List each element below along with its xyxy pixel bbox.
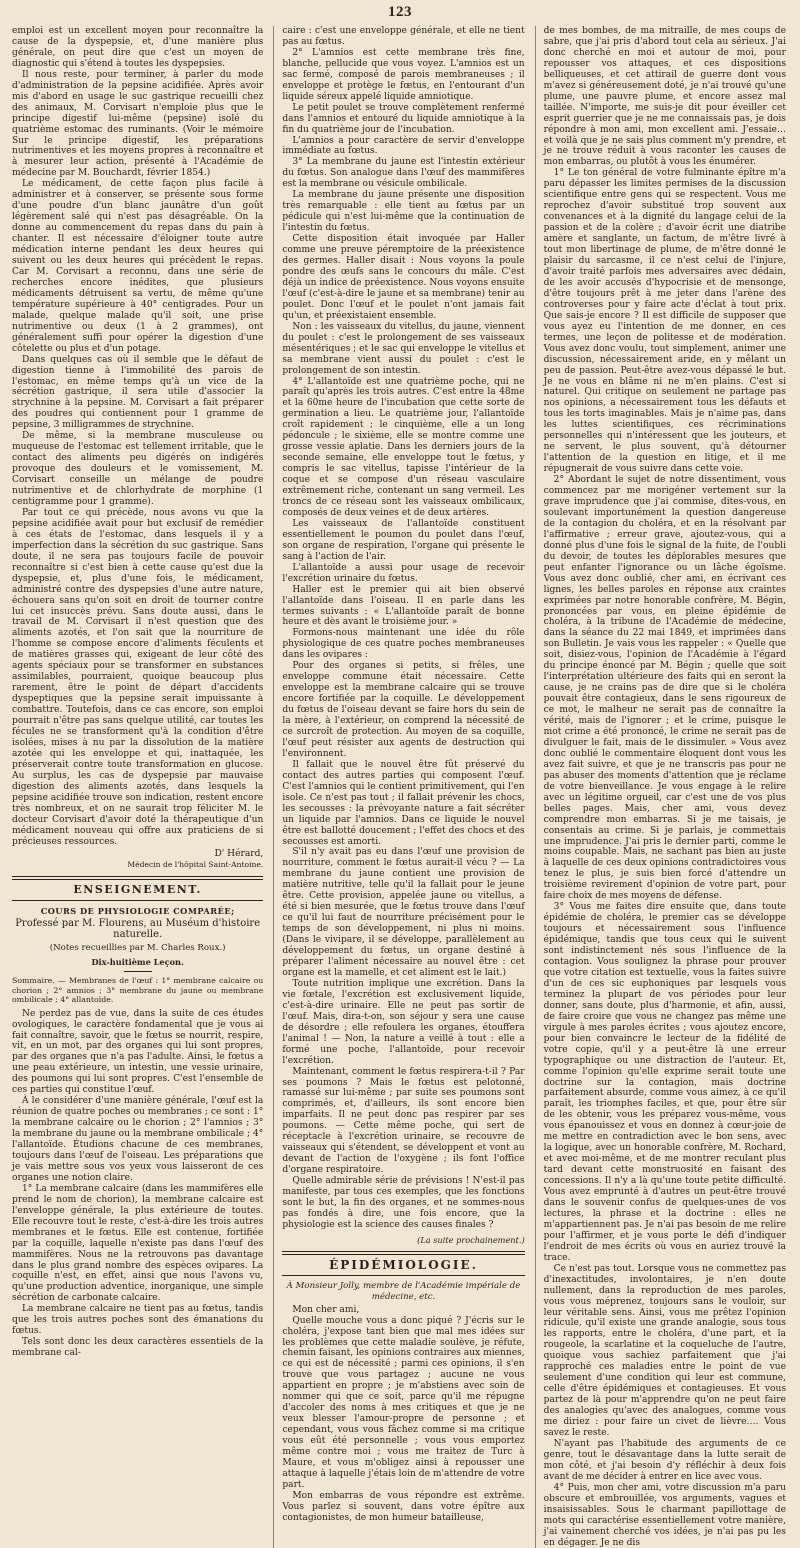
paragraph: 3° Vous me faites dire ensuite que, dans toute épidémie de choléra, le premier cas se développe toujours et nécessairement sous l'influence épidémique, tandis que tous ceux qui le suivent sont indistinctement nés sous l'influence de la contagion. Vous soulignez la phrase pour prouver que votre citation est textuelle, vous la faites suivre d'un de ces sic euphoniques par lesquels vous terminez la plupart de vos périodes pour leur donner, sans doute, plus d'harmonie, et afin, aussi, de faire croire que vous ne changez pas même une virgule à mes paroles écrites ; vous ajoutez encore, pour bien convaincre le lecteur de la fidélité de votre copie, qu'il y a peut-être là une erreur typographique ou une distraction de l'auteur. Et, comme l'opinion qu'elle exprime serait toute une doctrine sur la contagion, mais doctrine parfaitement absurde, comme vous aimez, à ce qu'il paraît, les triomphes faciles, et que, pour être sûr de les obtenir, vous les préparez vous-même, vous vous épanouissez et vous en donnez à cœur-joie de me mettre en contradiction avec le bon sens, avec la logique, avec un honorable confrère, M. Rochard, et avec moi-même, et de me montrer reculant plus tard devant cette monstruosité en faisant des concessions. Il n'y a là qu'une toute petite difficulté. Vous avez emprunté à d'autres un peut-être trouvé dans le souvenir confus de quelques-unes de vos lectures, la phrase et la doctrine : elles ne m'appartiennent pas. Je n'ai pas besoin de me relire pour l'affirmer, et je vous porte le défi d'indiquer l'endroit de mes écrits où vous en auriez trouvé la trace. bbox=[543, 902, 786, 1263]
paragraph: Le petit poulet se trouve complètement renfermé dans l'amnios et entouré du liquide amniotique à la fin du quatrième jour de l'incubation. bbox=[282, 102, 525, 135]
section-divider bbox=[12, 876, 263, 877]
page-number: 123 bbox=[388, 4, 412, 20]
paragraph: Il fallait que le nouvel être fût préservé du contact des autres parties qui composent l'œuf. C'est l'amnios qui le contient primitivement, qui l'en isole. Ce n'est pas tout ; il fallait prévenir les chocs, les secousses : la prévoyante nature a fait sécréter un liquide par l'amnios. Dans ce liquide le nouvel être est ballotté doucement ; l'effet des chocs et des secousses est amorti. bbox=[282, 759, 525, 847]
paragraph: Pour des organes si petits, si frêles, une enveloppe commune était nécessaire. Cette enveloppe est la membrane calcaire qui se trouve encore fortifiée par la coquille. Le développement du fœtus de l'oiseau devant se faire hors du sein de la mère, à l'extérieur, on comprend la nécessité de ce surcroît de protection. Au moyen de sa coquille, l'œuf peut résister aux agents de destruction qui l'environnent. bbox=[282, 661, 525, 759]
paragraph: Ne perdez pas de vue, dans la suite de ces études ovologiques, le caractère fondamental que je vous ai fait connaître, savoir, que le fœtus se nourrit, respire, vit, en un mot, par des organes qui lui sont propres, par des organes que n'a pas l'adulte. Ainsi, le fœtus a une peau extérieure, un intestin, une vessie urinaire, des poumons qui lui sont propres. C'est l'ensemble de ces parties qui constitue l'œuf. bbox=[12, 1008, 264, 1096]
paragraph: 1° Le ton général de votre fulminante épître m'a paru dépasser les limites permises de la discussion scientifique entre gens qui se respectent. Vous me reprochez d'avoir substitué trop souvent aux convenances et à la dignité du langage celui de la passion et de la colère ; d'avoir écrit une diatribe amère et sanglante, un factum, de m'être livré à tout mon libertinage de plume, de m'être donné le plaisir du sarcasme, il ce n'est celui de l'injure, d'avoir traité parfois mes adversaires avec dédain, de les avoir accusés d'hypocrisie et de mensonge, d'être toujours prêt à me jeter dans l'arène des controverses pour y faire acte d'éclat à tout prix. Que sais-je encore ? Il est difficile de supposer que vous ayez eu l'intention de me donner, en ces termes, une leçon de politesse et de modération. Vous avez donc voulu, tout simplement, animer une discussion, nécessairement aride, en y mêlant un peu de passion. Peut-être avez-vous dépassé le but. Je ne vous en blâme ni ne m'en plains. C'est si naturel. Qui critique on seulement ne partage pas nos opinions, a nécessairement tous les défauts et tous les torts imaginables. Mais je n'aime pas, dans les luttes scientifiques, ces récriminations personnelles qui n'intéressent que les jouteurs, et ne servent, le plus souvent, qu'à détourner l'attention de la question en litige, et il me répugnerait de vous suivre dans cette voie. bbox=[543, 168, 786, 475]
paragraph: L'amnios a pour caractère de servir d'enveloppe immédiate au fœtus. bbox=[282, 135, 525, 157]
section-title: ENSEIGNEMENT. bbox=[73, 883, 202, 897]
paragraph: À le considérer d'une manière générale, l'œuf est la réunion de quatre poches ou membranes ; ce sont : 1° la membrane calcaire ou le chorion ; 2° l'amnios ; 3° la membrane du jaune ou la membrane ombilicale ; 4° l'allantoïde. Étudions chacune de ces membranes, toujours dans l'œuf de l'oiseau. Les préparations que je vais mettre sous vos yeux vous laisseront de ces organes une notion claire. bbox=[12, 1096, 264, 1183]
paragraph: De même, si la membrane musculeuse ou muqueuse de l'estomac est tellement irritable, que le contact des aliments peu digérés on indigérés provoque des douleurs et le vomissement, M. Corvisart conseille un mélange de poudre nutrimentive et de chlorhydrate de morphine (1 centigramme pour 1 gramme). bbox=[12, 431, 264, 507]
section-divider-thin bbox=[12, 879, 263, 880]
paragraph: Ce n'est pas tout. Lorsque vous ne commettez pas d'inexactitudes, involontaires, je n'en doute nullement, dans la reproduction de mes paroles, vous vous méprenez, toujours sans le vouloir, sur leur véritable sens. Ainsi, vous me prêtez l'opinion ridicule, qu'il existe une grande analogie, sous tous les rapports, entre le choléra, d'une part, et la rougeole, la scarlatine et la coqueluche de l'autre, quoique vous sachiez parfaitement que j'ai rapproché ces maladies entre le point de vue seulement d'une condition qui leur est commune, celle d'être épidémiques et contagieuses. Et vous partez de là pour m'apprendre qu'on ne peut faire des analogies qu'avec des analogues, comme vous me diriez : pour faire un civet de lièvre…. Vous savez le reste. bbox=[543, 1263, 786, 1438]
lesson-summary: Sommaire. — Membranes de l'œuf : 1° membrane calcaire ou chorion ; 2° amnios ; 3° membrane du jaune ou membrane ombilicale ; 4° allantoïde. bbox=[12, 976, 264, 1005]
paragraph: La membrane du jaune présente une disposition très remarquable : elle tient au fœtus par un pédicule qui n'est lui-même que la continuation de l'intestin du fœtus. bbox=[282, 190, 525, 234]
paragraph: N'ayant pas l'habitude des arguments de ce genre, tout le désavantage dans la lutte serait de mon côté, et j'ai besoin d'y réfléchir à deux fois avant de me décider à entrer en lice avec vous. bbox=[543, 1438, 786, 1482]
three-column-layout bbox=[12, 26, 786, 1548]
paragraph: Les vaisseaux de l'allantoïde constituent essentiellement le poumon du poulet dans l'œuf, son organe de respiration, l'organe qui présente le sang à l'action de l'air. bbox=[282, 518, 525, 562]
continued-note: (La suite prochainement.) bbox=[417, 1234, 525, 1245]
paragraph: Formons-nous maintenant une idée du rôle physiologique de ces quatre poches membraneuses dans les ovipares : bbox=[282, 628, 525, 661]
paragraph: Quelle mouche vous a donc piqué ? J'écris sur le choléra, j'expose tant bien que mal mes idées sur les problèmes que cette maladie soulève, je réfute, chemin faisant, les opinions contraires aux miennes, ce qui est de nécessité ; parmi ces opinions, il s'en trouve que vous partagez ; aucune ne vous appartient en propre ; je m'abstiens avec soin de nommer qui que ce soit, parce qu'il me répugne d'accoler des noms à mes critiques et que je ne veux blesser l'amour-propre de personne ; et cependant, vous vous fâchez comme si ma critique vous eût été personnelle ; vous vous emportez même contre moi ; vous me traitez de Turc à Maure, et vous m'obligez ainsi à repousser une attaque à laquelle j'étais loin de m'attendre de votre part. bbox=[282, 1315, 525, 1490]
paragraph: Il nous reste, pour terminer, à parler du mode d'administration de la pepsine acidifiée. Après avoir mis d'abord en usage le suc gastrique recueilli chez des animaux, M. Corvisart n'emploie plus que le principe digestif lui-même (pepsine) isolé du quatrième estomac des ruminants. (Voir le mémoire Sur le principe digestif, les préparations nutrimentives et les moyens propres à reconnaître et à mesurer leur action, présenté à l'Académie de médecine par M. Bouchardt, février 1854.) bbox=[12, 69, 264, 179]
paragraph: Non : les vaisseaux du vitellus, du jaune, viennent du poulet : c'est le prolongement de ses vaisseaux mésentériques ; et le sac qui enveloppe le vitellus et sa membrane vient aussi du poulet : c'est le prolongement de son intestin. bbox=[282, 321, 525, 376]
paragraph: Haller est le premier qui ait bien observé l'allantoïde dans l'oiseau. Il en parle dans les termes suivants : « L'allantoïde paraît de bonne heure et dès avant le troisième jour. » bbox=[282, 584, 525, 628]
paragraph: Cette disposition était invoquée par Haller comme une preuve péremptoire de la préexistence des germes. Haller disait : Nous voyons la poule pondre des œufs sans le concours du mâle. C'est déjà un indice de préexistence. Nous voyons ensuite l'œuf (c'est-à-dire le jaune et sa membrane) tenir au poulet. Donc l'œuf et le poulet n'ont jamais fait qu'un, et préexistaient ensemble. bbox=[282, 234, 525, 321]
author-signature: D' Hérard, bbox=[214, 849, 264, 860]
paragraph: emploi est un excellent moyen pour reconnaître la cause de la dyspepsie, et, d'une manière plus générale, on peut dire que c'est un moyen de diagnostic qui s'étend à toutes les dyspepsies. bbox=[12, 26, 264, 69]
lesson-divider bbox=[124, 971, 152, 972]
paragraph: 4° Puis, mon cher ami, votre discussion m'a paru obscure et embrouillée, vos arguments, vagues et insaisissables. Sous le charmant papillottage de mots qui caractérise essentiellement votre manière, j'ai vainement cherché vos idées, je n'ai pas pu les en dégager. Je ne dis bbox=[543, 1482, 786, 1548]
course-title: COURS DE PHYSIOLOGIE COMPARÉE; bbox=[40, 906, 235, 917]
paragraph: S'il n'y avait pas eu dans l'œuf une provision de nourriture, comment le fœtus aurait-il vécu ? — La membrane du jaune contient une provision de matière nutritive, telle qu'il la fallait pour le jeune être. Cette provision, appelée jaune ou vitellus, a été si bien mesurée, que le fœtus trouve dans l'œuf ce qu'il lui faut de nourriture précisément pour le temps de son développement, ni plus ni moins. (Dans le vivipare, il se développe, parallèlement au développement du fœtus, un organe destiné à préparer l'aliment nécessaire au nouvel être : cet organe est la mamelle, et cet aliment est le lait.) bbox=[282, 847, 525, 978]
paragraph: 2° L'amnios est cette membrane très fine, blanche, pellucide que vous voyez. L'amnios est un sac fermé, composé de parois membraneuses ; il enveloppe et protège le fœtus, en l'entourant d'un liquide séreux appelé liquide amniotique. bbox=[282, 47, 525, 102]
paragraph: Par tout ce qui précède, nous avons vu que la pepsine acidifiée avait pour but exclusif de remédier à ces états de l'estomac, dans lesquels il y a imperfection dans la sécrétion du suc gastrique. Sans doute, il ne sera pas toujours facile de pouvoir reconnaître si c'est bien à cette cause qu'est due la dyspepsie, et, plus d'une fois, le médicament, administré contre des dyspepsies d'une autre nature, échouera sans qu'on soit en droit de tourner contre lui cet insuccès prévu. Sans doute aussi, dans le travail de M. Corvisart il n'est question que des aliments azotés, et l'on sait que la nourriture de l'homme se compose encore d'aliments féculents et de matières grasses qui, exigeant de leur côté des agents spéciaux pour se transformer en substances assimilables, pourraient, quoique beaucoup plus rarement, être le point de départ d'accidents dyspeptiques que la pepsine serait impuissante à combattre. Toutefois, dans ce cas encore, son emploi pourrait n'être pas sans quelque utilité, car toutes les fécules ne se transforment qu'à la condition d'être isolées, mises à nu par la dissolution de la matière azotée qui les enveloppe et qui, inattaquée, les préserverait contre toute transformation en glucose. Au surplus, les cas de dyspepsie par mauvaise digestion des aliments azotés, dans lesquels la pepsine acidifiée trouve son indication, restent encore très nombreux, et on ne saurait trop féliciter M. le docteur Corvisart d'avoir doté la thérapeutique d'un médicament nouveau qui offre aux praticiens de si précieuses ressources. bbox=[12, 507, 264, 847]
author-role: Médecin de l'hôpital Saint-Antoine. bbox=[127, 860, 264, 870]
paragraph: Maintenant, comment le fœtus respirera-t-il ? Par ses poumons ? Mais le fœtus est pelotonné, ramassé sur lui-même ; par suite ses poumons sont comprimés, et, d'ailleurs, ils sont encore bien imparfaits. Il ne peut donc pas respirer par ses poumons. — Cette même poche, qui sert de réceptacle à l'excrétion urinaire, se recouvre de vaisseaux qui s'étendent, se développent et vont au devant de l'action de l'oxygène ; ils font l'office d'organe respiratoire. bbox=[282, 1066, 525, 1176]
column-1 bbox=[12, 26, 263, 1548]
paragraph: Dans quelques cas où il semble que le défaut de digestion tienne à l'immobilité des parois de l'estomac, en même temps qu'à un vice de la sécrétion gastrique, il sera utile d'associer la strychnine à la pepsine. M. Corvisart a fait préparer des poudres qui contiennent pour 1 gramme de pepsine, 3 milligrammes de strychnine. bbox=[12, 354, 264, 431]
title-underline bbox=[282, 1275, 524, 1276]
column-2 bbox=[273, 26, 524, 1548]
section-divider-thin bbox=[282, 1254, 524, 1255]
paragraph: 2° Abordant le sujet de notre dissentiment, vous commencez par me morigéner vertement sur la grave imprudence que j'ai commise, dites-vous, en soulevant importunément la question dangereuse de la contagion du choléra, et en la résolvant par l'affirmative ; erreur grave, ajoutez-vous, qui a donné plus d'une fois le signal de la fuite, de l'oubli du devoir, de toutes les déplorables mesures que peut enfanter l'ignorance ou un lâche égoïsme. Vous avez donc oublié, cher ami, en écrivant ces lignes, les belles paroles en réponse aux craintes exprimées par notre honorable confrère, M. Bégin, prononcées par vous, en pleine épidémie de choléra, à la tribune de l'Académie de médecine, dans la séance du 22 mai 1849, et imprimées dans son Bulletin. Je vais vous les rappeler : « Quelle que soit, disiez-vous, l'opinion de l'Académie à l'égard du principe énoncé par M. Bégin ; quelle que soit l'interprétation ultérieure des faits qui en seront la cause, je ne crains pas de dire que si le choléra pouvait être contagieux, dans le sens rigoureux de ce mot, le malheur ne serait pas de connaître la vérité, mais de l'ignorer ; et le crime, puisque le mot crime a été prononcé, le crime ne serait pas de divulguer le fait, mais de le dissimuler. » Vous avez donc oublié le commentaire éloquent dont vous les avez fait suivre, et que je ne transcris pas pour ne pas abuser des moments d'attention que je réclame de votre bienveillance. Je vous engage à le relire avec un légitime orgueil, car c'est une de vos plus belles pages. Mais, cher ami, vous devez comprendre mon embarras. Si je me taisais, je consentais au crime. Si je parlais, je commettais une imprudence. J'ai pris le dernier parti, comme le moins coupable. Mais, ne sachant pas bien au juste à laquelle de ces deux opinions contradictoires vous tenez le plus, je suis bien forcé d'attendre un troisième revirement d'opinion de votre part, pour faire choix de mes moyens de défense. bbox=[543, 475, 786, 902]
section-divider bbox=[282, 1251, 524, 1252]
letter-salutation: Mon cher ami, bbox=[292, 1304, 360, 1315]
paragraph: L'allantoïde a aussi pour usage de recevoir l'excrétion urinaire du fœtus. bbox=[282, 562, 525, 584]
paragraph: caire : c'est une enveloppe générale, et elle ne tient pas au fœtus. bbox=[282, 26, 525, 47]
section-title: ÉPIDÉMIOLOGIE. bbox=[329, 1257, 478, 1272]
column-3 bbox=[535, 26, 786, 1548]
paragraph: 1° La membrane calcaire (dans les mammifères elle prend le nom de chorion), la membrane calcaire est l'enveloppe générale, la plus extérieure de toutes. Elle recouvre tout le reste, c'est-à-dire les trois autres membranes et le fœtus. Elle est contenue, fortifiée par la coquille, laquelle n'existe pas dans l'œuf des mammifères. Nous ne la retrouvons pas davantage dans le plus grand nombre des espèces ovipares. La coquille n'est, en effet, ainsi que nous l'avons vu, qu'une production adventice, inorganique, une simple sécrétion de carbonate calcaire. bbox=[12, 1183, 264, 1304]
lesson-title: Dix-huitième Leçon. bbox=[91, 957, 184, 968]
paragraph: Le médicament, de cette façon plus facile à administrer et à conserver, se présente sous forme d'une poudre d'un blanc jaunâtre d'un goût légèrement salé qui n'est pas désagréable. On la donne au commencement du repas dans du pain à chanter. Il est nécessaire d'éloigner toute autre médication interne pendant les deux heures qui suivent ou les deux heures qui précèdent le repas. Car M. Corvisart a reconnu, dans une série de recherches encore inédites, que plusieurs médicaments détruisent sa vertu, de même qu'une température supérieure à 40° centigrades. Pour un malade, quelque malade qu'il soit, une prise nutrimentive ou deux (1 à 2 grammes), ont généralement suffi pour opérer la digestion d'une côtelette ou plus et d'un potage. bbox=[12, 179, 264, 354]
paragraph: Mon embarras de vous répondre est extrême. Vous parlez si souvent, dans votre épître aux contagionistes, de mon humeur batailleuse, bbox=[282, 1490, 525, 1523]
paragraph: 3° La membrane du jaune est l'intestin extérieur du fœtus. Son analogue dans l'œuf des mammifères est la membrane ou vésicule ombilicale. bbox=[282, 157, 525, 190]
paragraph: Tels sont donc les deux caractères essentiels de la membrane cal- bbox=[12, 1337, 264, 1359]
paragraph: La membrane calcaire ne tient pas au fœtus, tandis que les trois autres poches sont des émanations du fœtus. bbox=[12, 1304, 264, 1337]
paragraph: 4° L'allantoïde est une quatrième poche, qui ne paraît qu'après les trois autres. C'est entre la 48me et la 60me heure de l'incubation que cette sorte de germination a lieu. Le quatrième jour, l'allantoïde croît rapidement ; le cinquième, elle a un long pédoncule ; le sixième, elle se montre comme une grosse vessie aplatie. Dans les derniers jours de la seconde semaine, elle enveloppe tout le fœtus, y compris le sac vitellus, tapisse l'intérieur de la coque et se compose d'un réseau vasculaire extrêmement riche, contenant un sang vermeil. Les troncs de ce réseau sont les vaisseaux ombilicaux, composés de deux veines et de deux artères. bbox=[282, 376, 525, 518]
notes-credit: (Notes recueillies par M. Charles Roux.) bbox=[49, 943, 226, 954]
paragraph: Quelle admirable série de prévisions ! N'est-il pas manifeste, par tous ces exemples, que les fonctions sont le but, la fin des organes, et ne sommes-nous pas fondés à dire, une fois encore, que la physiologie est la science des causes finales ? bbox=[282, 1176, 525, 1230]
letter-address: À Monsieur Jolly, membre de l'Académie impériale de médecine, etc. bbox=[286, 1280, 521, 1302]
paragraph: Toute nutrition implique une excrétion. Dans la vie fœtale, l'excrétion est exclusivement liquide, c'est-à-dire urinaire. Elle ne peut pas sortir de l'œuf. Mais, dira-t-on, son séjour y sera une cause de désordre ; elle refoulera les organes, étouffera l'animal ! — Non, la nature a veillé à tout : elle a formé une poche, l'allantoïde, pour recevoir l'excrétion. bbox=[282, 978, 525, 1066]
title-underline bbox=[12, 900, 263, 901]
paragraph: de mes bombes, de ma mitraille, de mes coups de sabre, que j'ai pris d'abord tout cela au sérieux. J'ai donc cherché en moi et autour de moi, pour repousser vos attaques, et ces dispositions belliqueuses, et cet attirail de guerre dont vous m'avez si généreusement doté, je n'ai trouvé qu'une plume, une pauvre plume, et encore assez mal taillée. N'importe, me suis-je dit pour éveiller cet esprit guerrier que je ne me connaissais pas, je dois répondre à mon ami, mon excellent ami. J'essaie… et voilà que je ne sais plus comment m'y prendre, et je ne trouve réduit à vous raconter les causes de mon embarras, ou plutôt à vous les énumérer. bbox=[543, 26, 786, 168]
professor-line: Professé par M. Flourens, au Muséum d'histoire naturelle. bbox=[15, 918, 261, 941]
